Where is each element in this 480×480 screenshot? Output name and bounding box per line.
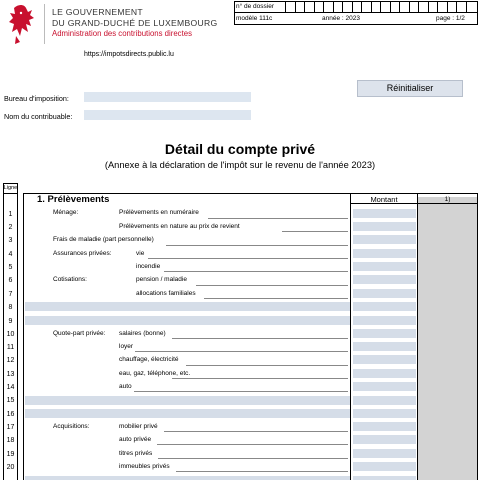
amount-input[interactable] <box>353 222 416 231</box>
row-underline <box>282 231 348 232</box>
row-underline <box>166 245 348 246</box>
modele-label: modèle 111c <box>236 15 273 22</box>
dossier-number-cells[interactable] <box>285 1 475 12</box>
row-underline <box>135 351 348 352</box>
amount-input[interactable] <box>353 262 416 271</box>
amount-input[interactable] <box>353 476 416 480</box>
amount-input[interactable] <box>353 249 416 258</box>
row-underline <box>164 431 348 432</box>
row-label: titres privés <box>119 450 153 457</box>
row-number: 9 <box>8 318 13 325</box>
ligne-header-divider <box>3 193 18 194</box>
amount-input[interactable] <box>353 235 416 244</box>
bureau-label: Bureau d'imposition: <box>4 94 69 103</box>
row-number: 11 <box>6 344 15 351</box>
row-label: pension / maladie <box>136 276 187 283</box>
ligne-header: Ligne <box>3 185 18 191</box>
row-label: loyer <box>119 343 134 350</box>
blank-row-input[interactable] <box>25 302 350 311</box>
menage-label: Ménage: <box>53 209 79 216</box>
amount-input[interactable] <box>353 209 416 218</box>
row-number: 4 <box>8 251 13 258</box>
cotisations-label: Cotisations: <box>53 276 87 283</box>
row-number: 18 <box>6 437 15 444</box>
row-underline <box>172 338 348 339</box>
blank-row-input[interactable] <box>25 409 350 418</box>
amount-input[interactable] <box>353 382 416 391</box>
header-divider <box>44 4 45 44</box>
row-number: 19 <box>6 451 15 458</box>
row-label: chauffage, électricité <box>119 356 179 363</box>
amount-input[interactable] <box>353 275 416 284</box>
gov-line-2: DU GRAND-DUCHÉ DE LUXEMBOURG <box>52 18 218 28</box>
col1-divider <box>417 193 418 480</box>
row-underline <box>157 444 348 445</box>
amount-input[interactable] <box>353 422 416 431</box>
amount-input[interactable] <box>353 289 416 298</box>
amount-input[interactable] <box>353 316 416 325</box>
quote-part-label: Quote-part privée: <box>53 330 106 337</box>
row-label: eau, gaz, téléphone, etc. <box>119 370 191 377</box>
annee-label: année : 2023 <box>322 15 360 22</box>
row-label: mobilier privé <box>119 423 158 430</box>
bureau-input[interactable] <box>84 92 251 102</box>
montant-divider <box>350 193 351 480</box>
row-underline <box>208 218 348 219</box>
row-label: auto <box>119 383 132 390</box>
gov-line-1: LE GOUVERNEMENT <box>52 7 143 17</box>
amount-input[interactable] <box>353 329 416 338</box>
admin-name: Administration des contributions directes <box>52 29 192 38</box>
row-underline <box>176 471 348 472</box>
row-underline <box>164 271 348 272</box>
row-number: 7 <box>8 291 13 298</box>
row-label: incendie <box>136 263 161 270</box>
amount-input[interactable] <box>353 409 416 418</box>
page-label: page : 1/2 <box>436 15 465 22</box>
amount-input[interactable] <box>353 342 416 351</box>
row-number: 12 <box>6 357 15 364</box>
amount-input[interactable] <box>353 302 416 311</box>
contribuable-label: Nom du contribuable: <box>4 112 73 121</box>
page-subtitle: (Annexe à la déclaration de l'impôt sur le revenu de l'année 2023) <box>104 160 376 170</box>
blank-row-input[interactable] <box>25 396 350 405</box>
row-number: 13 <box>6 371 15 378</box>
row-label: Frais de maladie (part personnelle) <box>53 236 154 243</box>
blank-row-input[interactable] <box>25 316 350 325</box>
row-label: immeubles privés <box>119 463 170 470</box>
contribuable-input[interactable] <box>84 110 251 120</box>
amount-input[interactable] <box>353 369 416 378</box>
row-number: 5 <box>8 264 13 271</box>
amount-input[interactable] <box>353 462 416 471</box>
row-number: 14 <box>6 384 15 391</box>
row-underline <box>172 378 348 379</box>
row-number: 1 <box>8 211 13 218</box>
row-number: 17 <box>6 424 15 431</box>
row-underline <box>158 458 348 459</box>
acquisitions-label: Acquisitions: <box>53 423 90 430</box>
blank-row-input[interactable] <box>25 476 350 480</box>
row-underline <box>186 365 348 366</box>
row-underline <box>148 258 348 259</box>
row-underline <box>196 285 348 286</box>
row-label: Prélèvements en numéraire <box>119 209 199 216</box>
row-number: 8 <box>8 304 13 311</box>
col1-shaded <box>418 203 477 480</box>
row-label: salaires (bonne) <box>119 330 166 337</box>
row-number: 20 <box>6 464 15 471</box>
row-number: 3 <box>8 237 13 244</box>
dossier-label: n° de dossier <box>236 3 275 10</box>
website-url: https://impotsdirects.public.lu <box>84 51 174 58</box>
amount-input[interactable] <box>353 435 416 444</box>
amount-input[interactable] <box>353 396 416 405</box>
assurances-label: Assurances privées: <box>53 250 112 257</box>
row-number: 16 <box>6 411 15 418</box>
dossier-divider <box>234 12 478 13</box>
reset-button[interactable]: Réinitialiser <box>357 80 463 97</box>
page-title: Détail du compte privé <box>164 141 316 157</box>
row-underline <box>204 298 348 299</box>
row-underline <box>134 391 348 392</box>
col1-header: 1) <box>418 197 477 203</box>
row-label: vie <box>136 250 145 257</box>
row-label: allocations familiales <box>136 290 196 297</box>
row-label: auto privée <box>119 436 152 443</box>
row-number: 15 <box>6 397 15 404</box>
amount-input[interactable] <box>353 449 416 458</box>
row-number: 10 <box>6 331 15 338</box>
montant-header: Montant <box>370 195 398 204</box>
row-number: 2 <box>8 224 13 231</box>
row-label: Prélèvements en nature au prix de revient <box>119 223 240 230</box>
section-title: 1. Prélèvements <box>37 194 110 205</box>
luxembourg-lion-logo <box>6 2 38 46</box>
amount-input[interactable] <box>353 355 416 364</box>
row-number: 6 <box>8 277 13 284</box>
